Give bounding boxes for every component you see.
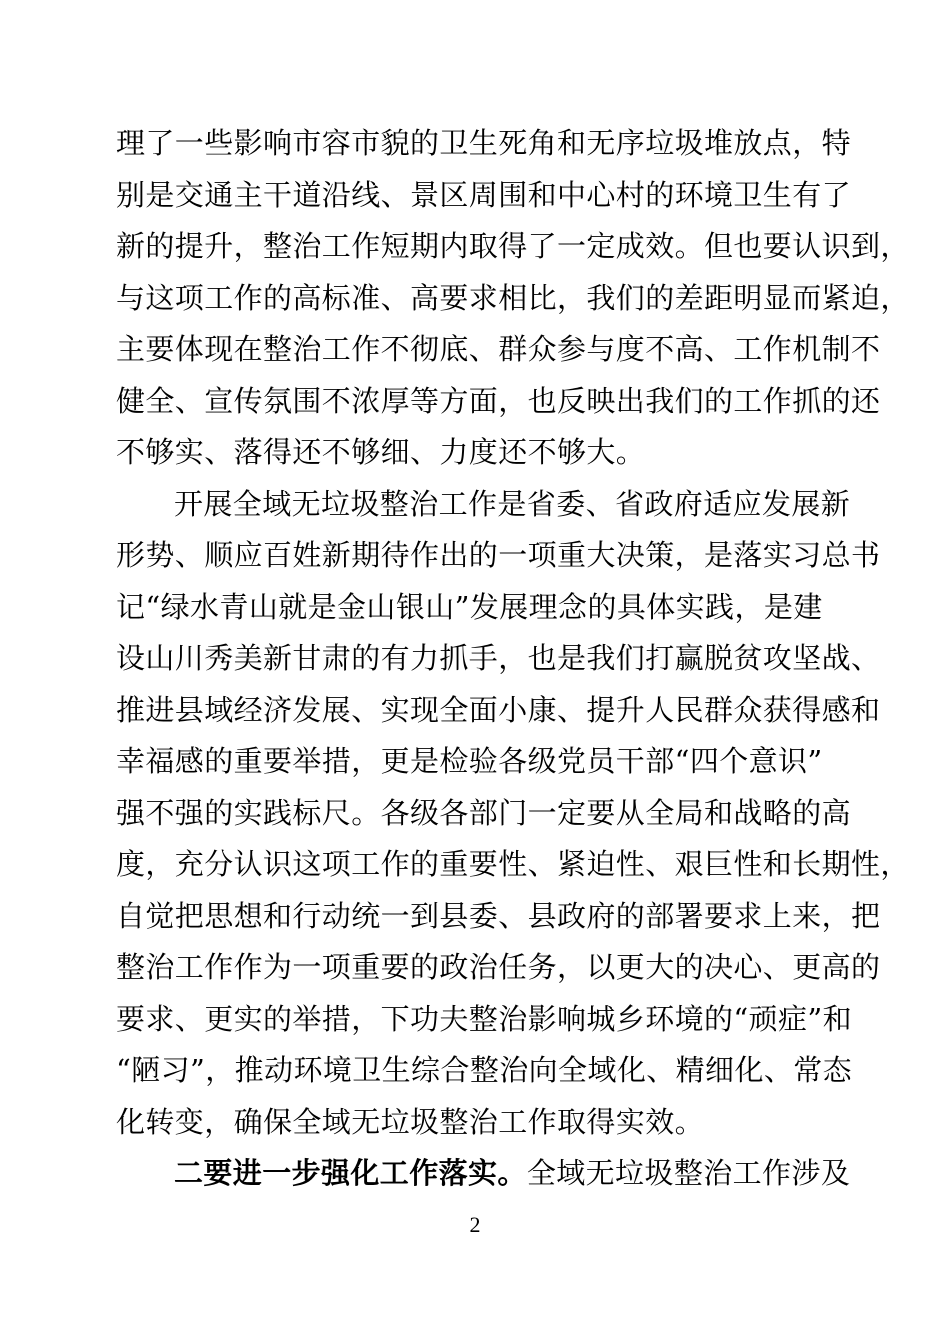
body-text [116,118,910,1200]
text-line: 别是交通主干道沿线、景区周围和中心村的环境卫生有了 [116,177,852,212]
text-line: 理了一些影响市容市貌的卫生死角和无序垃圾堆放点，特 [116,126,852,160]
text-line: 与这项工作的高标准、高要求相比，我们的差距明显而紧迫， [116,280,910,315]
text-line: 化转变，确保全域无垃圾整治工作取得实效。 [116,1104,705,1139]
text-line: 幸福感的重要举措，更是检验各级党员干部“四个意识” [116,744,823,778]
text-line: 不够实、落得还不够细、力度还不够大。 [116,435,646,469]
text-line: 主要体现在整治工作不彻底、群众参与度不高、工作机制不 [116,332,881,366]
text-line: 新的提升，整治工作短期内取得了一定成效。但也要认识到， [116,229,910,263]
text-line: 度，充分认识这项工作的重要性、紧迫性、艰巨性和长期性， [116,847,910,881]
text-line: “陋习”，推动环境卫生综合整治向全域化、精细化、常态 [116,1053,853,1087]
text-line: 形势、顺应百姓新期待作出的一项重大决策，是落实习总书 [116,538,881,572]
text-line: 强不强的实践标尺。各级各部门一定要从全局和战略的高 [116,795,852,830]
text-line: 记“绿水青山就是金山银山”发展理念的具体实践，是建 [116,589,823,624]
text-line: 整治工作作为一项重要的政治任务，以更大的决心、更高的 [116,950,881,984]
text-line: 推进县域经济发展、实现全面小康、提升人民群众获得感和 [116,692,881,727]
text-line: 要求、更实的举措，下功夫整治影响城乡环境的“顽症”和 [116,1001,853,1036]
page-number: 2 [469,1212,481,1237]
text-run: 全域无垃圾整治工作涉及 [526,1156,851,1190]
paragraph-first-line: 开展全域无垃圾整治工作是省委、省政府适应发展新 [174,486,851,521]
text-line: 设山川秀美新甘肃的有力抓手，也是我们打赢脱贫攻坚战、 [116,641,881,675]
paragraph-first-line [116,1148,856,1200]
section-heading: 二要进一步强化工作落实。 [174,1156,527,1190]
text-line: 自觉把思想和行动统一到县委、县政府的部署要求上来，把 [116,898,881,933]
text-line: 健全、宣传氛围不浓厚等方面，也反映出我们的工作抓的还 [116,383,881,418]
